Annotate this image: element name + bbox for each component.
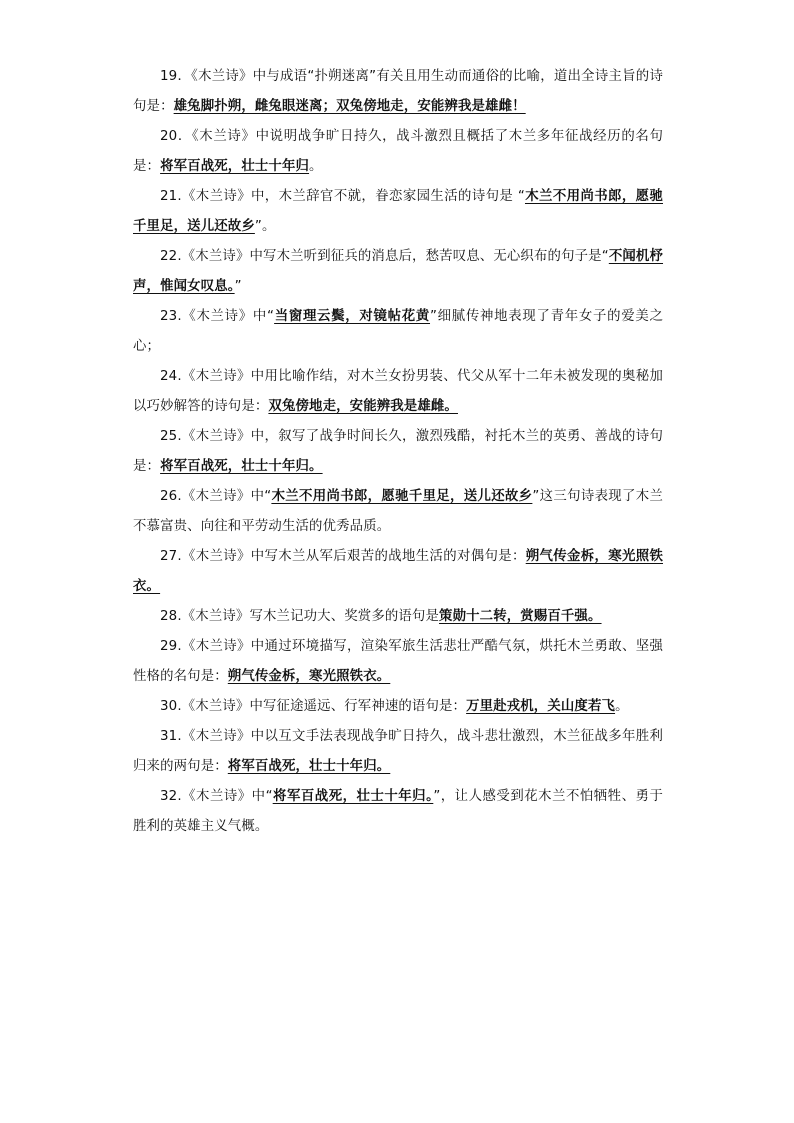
answer-text: 朔气传金柝，寒光照铁衣。 (227, 669, 391, 684)
question-text: 20．《木兰诗》中说明战争旷日持久，战斗激烈且概括了木兰多年征战经历的名句是： (133, 129, 663, 174)
question-28 (133, 602, 663, 632)
question-tail: ” (234, 279, 242, 294)
question-30 (133, 692, 663, 722)
question-text: 21.《木兰诗》中，木兰辞官不就，眷恋家园生活的诗句是 “ (160, 189, 525, 204)
question-text: 28.《木兰诗》写木兰记功大、奖赏多的语句是 (160, 609, 440, 624)
question-tail: 。 (309, 159, 323, 174)
document-page (133, 62, 663, 842)
question-22 (133, 242, 663, 302)
answer-text: 将军百战死，壮士十年归。 (227, 759, 391, 774)
question-text: 22.《木兰诗》中写木兰听到征兵的消息后，愁苦叹息、无心织布的句子是“ (160, 249, 609, 264)
question-31 (133, 722, 663, 782)
answer-text: 木兰不用尚书郎，愿驰千里足，送儿还故乡 (271, 489, 533, 504)
question-tail: 。 (615, 699, 629, 714)
question-27 (133, 542, 663, 602)
question-tail: ”细腻传神地表现了青年女子的爱美之心； (133, 309, 663, 354)
question-text: 31.《木兰诗》中以互文手法表现战争旷日持久，战斗悲壮激烈，木兰征战多年胜利归来的两句是： (133, 729, 663, 774)
question-text: 26.《木兰诗》中“ (160, 489, 272, 504)
answer-text: 万里赴戎机，关山度若飞 (466, 699, 616, 714)
question-21 (133, 182, 663, 242)
answer-text: 当窗理云鬓，对镜帖花黄 (274, 309, 431, 324)
question-text: 25.《木兰诗》中，叙写了战争时间长久，激烈残酷，衬托木兰的英勇、善战的诗句是： (133, 429, 663, 474)
question-24 (133, 362, 663, 422)
answer-text: 不闻机杼声，惟闻女叹息。 (133, 249, 664, 294)
question-26 (133, 482, 663, 542)
answer-text: 将军百战死，壮士十年归。 (160, 459, 323, 474)
question-text: 32.《木兰诗》中“ (160, 789, 273, 804)
answer-text: 将军百战死，壮士十年归。 (272, 789, 434, 804)
answer-text: 雄兔脚扑朔，雌兔眼迷离；双兔傍地走，安能辨我是雄雌！ (173, 99, 526, 114)
question-tail: ”。 (254, 219, 276, 234)
answer-text: 将军百战死，壮士十年归 (160, 159, 310, 174)
answer-text: 双兔傍地走，安能辨我是雄雌。 (268, 399, 458, 414)
question-text: 19．《木兰诗》中与成语“扑朔迷离”有关且用生动而通俗的比喻，道出全诗主旨的诗句是： (133, 69, 663, 114)
question-text: 23.《木兰诗》中“ (160, 309, 275, 324)
question-32 (133, 782, 663, 842)
question-20 (133, 122, 663, 182)
answer-text: 策勋十二转，赏赐百千强。 (439, 609, 602, 624)
answer-text: 木兰不用尚书郎，愿驰千里足，送儿还故乡 (133, 189, 663, 234)
question-text: 30.《木兰诗》中写征途遥远、行军神速的语句是： (160, 699, 467, 714)
question-23 (133, 302, 663, 362)
question-text: 24.《木兰诗》中用比喻作结，对木兰女扮男装、代父从军十二年未被发现的奥秘加以巧妙解答的诗句是： (133, 369, 663, 414)
question-tail: ”这三句诗表现了木兰不慕富贵、向往和平劳动生活的优秀品质。 (133, 489, 664, 534)
question-text: 29.《木兰诗》中通过环境描写，渲染军旅生活悲壮严酷气氛，烘托木兰勇敢、坚强性格的名句是： (133, 639, 663, 684)
question-19 (133, 62, 663, 122)
answer-text: 朔气传金柝，寒光照铁衣。 (133, 549, 663, 594)
question-tail: ”，让人感受到花木兰不怕牺牲、勇于胜利的英雄主义气概。 (133, 789, 663, 834)
question-text: 27.《木兰诗》中写木兰从军后艰苦的战地生活的对偶句是： (160, 549, 526, 564)
question-25 (133, 422, 663, 482)
question-29 (133, 632, 663, 692)
